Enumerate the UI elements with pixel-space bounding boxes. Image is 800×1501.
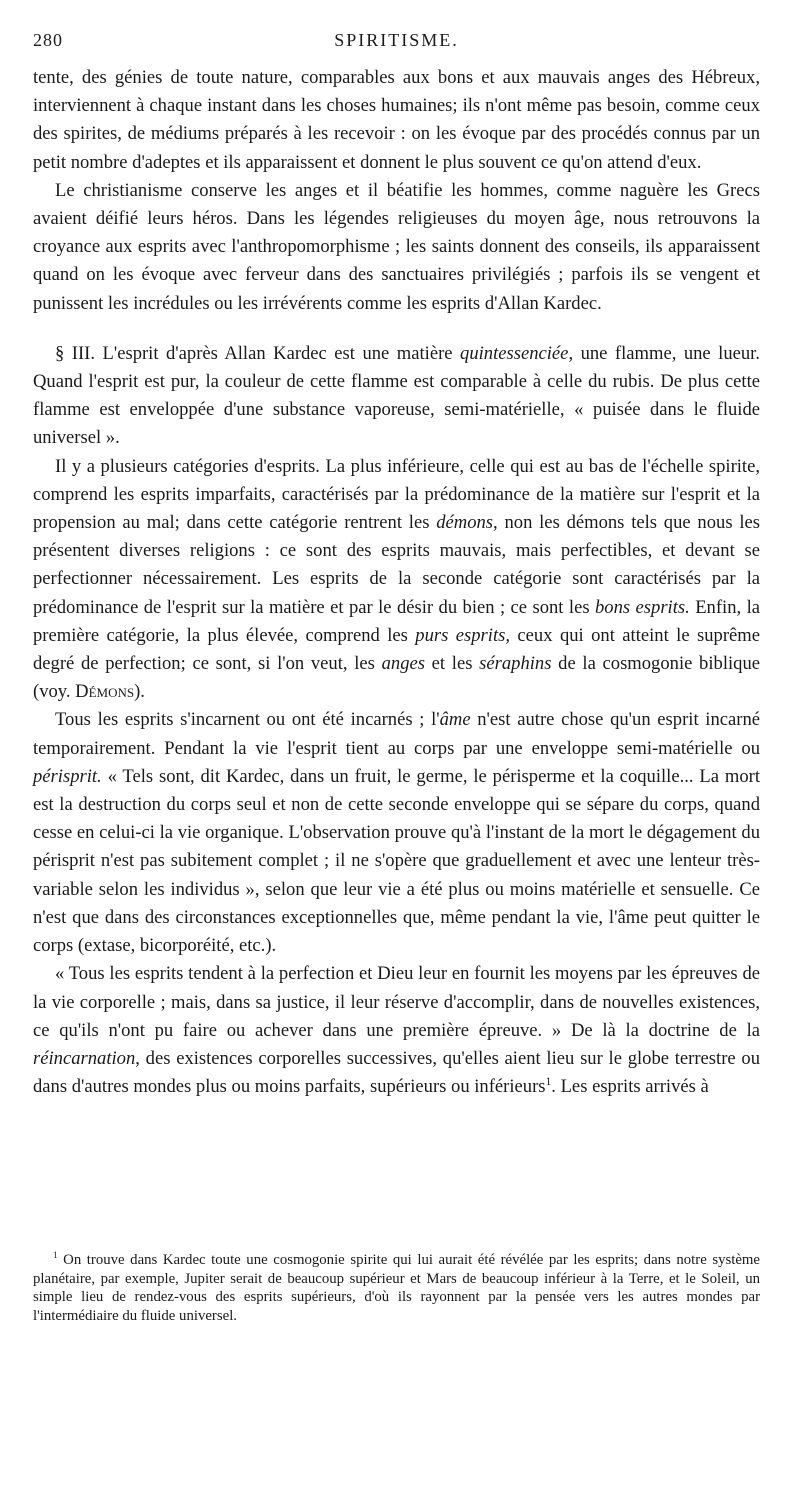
- page-number: 280: [33, 30, 63, 50]
- footnote-1: [33, 1251, 760, 1325]
- italic-term: purs esprits,: [415, 624, 511, 646]
- text-run: de la cosmogonie biblique (voy.: [33, 653, 760, 703]
- footnotes: [33, 1251, 760, 1325]
- italic-term: bons esprits.: [594, 596, 690, 618]
- text-run: Il y a plusieurs catégories d'esprits. La plus inférieure, celle qui est au bas de l'échelle spirite, comprend les esprits imparfaits, caractérisés par la prédominance de la matière sur l'esprit et la propension au mal; dans cette catégorie rentrent les: [33, 455, 760, 534]
- italic-term: âme: [439, 709, 471, 731]
- italic-term: réincarnation: [33, 1047, 136, 1069]
- text-run: n'est autre chose qu'un esprit incarné temporairement. Pendant la vie l'esprit tient au corps par une enveloppe semi-matérielle ou: [33, 709, 760, 759]
- paragraph-3-section-iii: [33, 340, 760, 453]
- footnote-marker: 1: [53, 1250, 58, 1261]
- text-run: , une flamme, une lueur. Quand l'esprit est pur, la couleur de cette flamme est comparable à celle du rubis. De plus cette flamme est enveloppée d'une substance vaporeuse, semi-matérielle, « puisée dans le fluide universel ».: [33, 342, 760, 449]
- text-run: Tous les esprits s'incarnent ou ont été incarnés ; l': [55, 709, 440, 731]
- paragraph-4: [33, 453, 760, 707]
- cross-reference: Démons: [75, 681, 135, 703]
- running-head: [33, 30, 760, 54]
- text-run: . Les esprits arrivés à: [551, 1076, 709, 1098]
- text-run: « Tels sont, dit Kardec, dans un fruit, le germe, le périsperme et la coquille... La mort est la destruction du corps seul et non de cette seconde enveloppe qui se sépare du corps, quand cesse en celui-ci la vie organique. L'observation prouve qu'à l'instant de la mort le dégagement du périsprit n'est pas subitement complet ; il ne s'opère que graduellement et avec une lenteur très-variable selon les individus », selon que leur vie a été plus ou moins matérielle et sensuelle. Ce n'est que dans des circonstances exceptionnelles que, même pendant la vie, l'âme peut quitter le corps (extase, bicorporéité, etc.).: [33, 765, 760, 957]
- paragraph-5: [33, 706, 760, 960]
- footnote-text: On trouve dans Kardec toute une cosmogonie spirite qui lui aurait été révélée par les esprits; dans notre système planétaire, par exemple, Jupiter serait de beaucoup supérieur et Mars de beaucoup inférieur à la Terre, et le Soleil, un simple lieu de rendez-vous des esprits supérieurs, d'où ils rayonnent par la pensée vers les autres mondes par l'intermédiaire du fluide universel.: [33, 1252, 761, 1324]
- text-run: § III. L'esprit d'après Allan Kardec est une matière: [55, 342, 461, 364]
- italic-term: anges: [381, 653, 425, 675]
- text-run: , non les démons tels que nous les présentent diverses religions : ce sont des esprits mauvais, mais perfectibles, et devant se perfectionner nécessairement. Les esprits de la seconde catégorie sont caractérisés par la prédominance de l'esprit sur la matière et par le désir du bien ; ce sont les: [33, 512, 760, 618]
- italic-term: démons: [436, 512, 494, 534]
- paragraph-2: Le christianisme conserve les anges et il béatifie les hommes, comme naguère les Grecs avaient déifié leurs héros. Dans les légendes religieuses du moyen âge, nous retrouvons la croyance aux esprits avec l'anthropomorphisme ; les saints donnent des conseils, ils apparaissent quand on les évoque avec ferveur dans des sanctuaires privilégiés ; parfois ils se vengent et punissent les incrédules ou les irrévérents comme les esprits d'Allan Kardec.: [33, 179, 760, 314]
- paragraph-6: [33, 960, 760, 1101]
- body-text: [33, 64, 760, 1101]
- italic-term: séraphins: [479, 653, 552, 675]
- text-run: , des existences corporelles successives, qu'elles aient lieu sur le globe terrestre ou dans d'autres mondes plus ou moins parfaits, supérieurs ou inférieurs: [33, 1047, 760, 1098]
- text-run: Enfin, la première catégorie, la plus élevée, comprend les: [33, 596, 761, 646]
- text-run: « Tous les esprits tendent à la perfection et Dieu leur en fournit les moyens par les épreuves de la vie corporelle ; mais, dans sa justice, il leur réserve d'accomplir, dans de nouvelles existences, ce qu'ils n'ont pu faire ou achever dans une première épreuve. » De là la doctrine de la: [33, 963, 760, 1041]
- paragraph-1: tente, des génies de toute nature, comparables aux bons et aux mauvais anges des Hébreux, interviennent à chaque instant dans les choses humaines; ils n'ont même pas besoin, comme ceux des spirites, de médiums préparés à les recevoir : on les évoque par des procédés connus par un petit nombre d'adeptes et ils apparaissent et donnent le plus souvent ce qu'on attend d'eux.: [33, 67, 760, 173]
- italic-term: quintessenciée: [460, 342, 569, 364]
- running-title: SPIRITISME.: [334, 30, 459, 50]
- text-run: ).: [134, 681, 145, 703]
- text-run: ceux qui ont atteint le suprême degré de perfection; ce sont, si l'on veut, les: [33, 624, 760, 675]
- footnote-reference: 1: [545, 1075, 552, 1088]
- italic-term: périsprit.: [33, 765, 102, 787]
- text-run: et les: [424, 653, 480, 675]
